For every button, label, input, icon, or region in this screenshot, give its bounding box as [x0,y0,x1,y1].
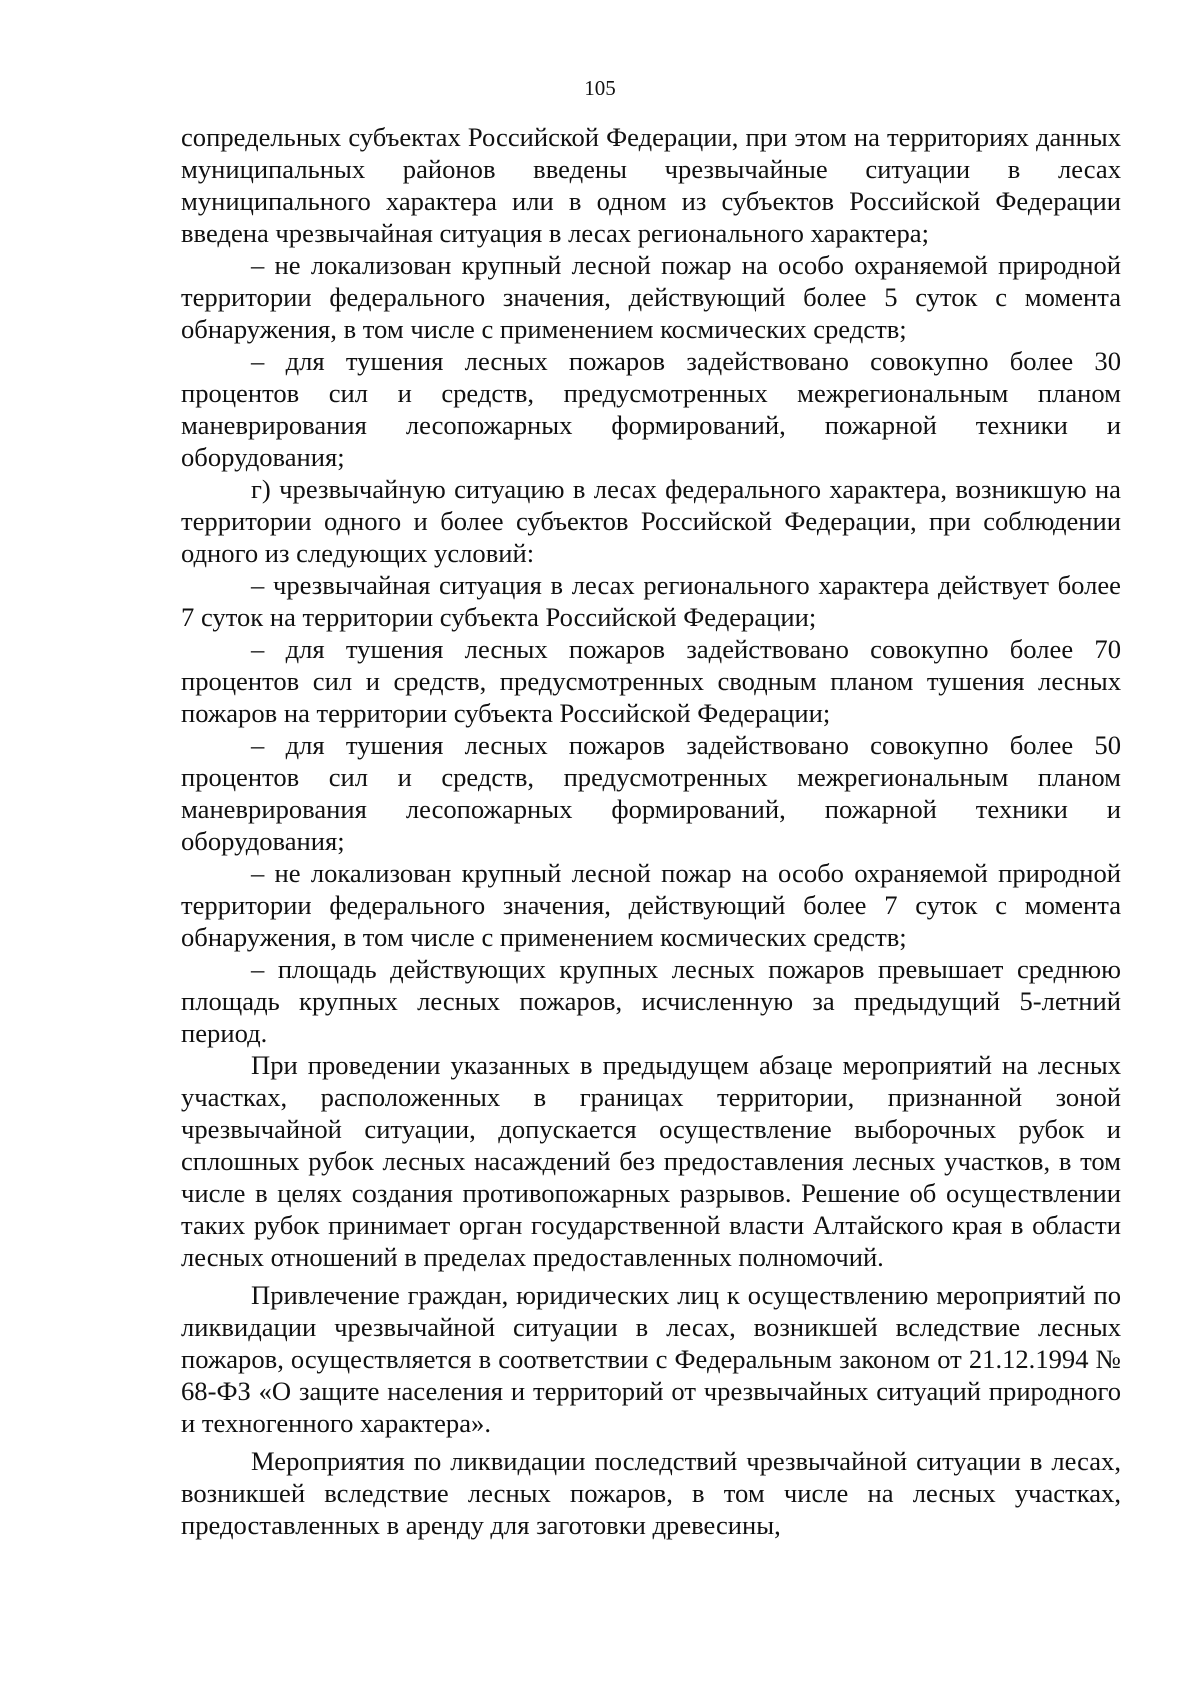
list-item-dash: – не локализован крупный лесной пожар на особо охраняемой природной территории федерального значения, действующий более 5 суток с момента обнаружения, в том числе с применением космических средств; [181,250,1121,344]
list-item-dash: – для тушения лесных пожаров задействовано совокупно более 30 процентов сил и средств, предусмотренных межрегиональным планом маневрирования лесопожарных формирований, пожарной техники и оборудования; [181,346,1121,472]
paragraph-continuation: сопредельных субъектах Российской Федерации, при этом на территориях данных муниципальных районов введены чрезвычайные ситуации в лесах муниципального характера или в одном из субъектов Российской Федерации введена чрезвычайная ситуация в лесах регионального характера; [181,122,1121,248]
paragraph: Привлечение граждан, юридических лиц к осуществлению мероприятий по ликвидации чрезвычайной ситуации в лесах, возникшей вследствие лесных пожаров, осуществляется в соответствии с Федеральным законом от 21.12.1994 № 68-ФЗ «О защите населения и территорий от чрезвычайных ситуаций природного и техногенного характера». [181,1280,1121,1438]
page-number: 105 [584,76,616,100]
paragraph: При проведении указанных в предыдущем абзаце мероприятий на лесных участках, расположенных в границах территории, признанной зоной чрезвычайной ситуации, допускается осуществление выборочных рубок и сплошных рубок лесных насаждений без предоставления лесных участков, в том числе в целях создания противопожарных разрывов. Решение об осуществлении таких рубок принимает орган государственной власти Алтайского края в области лесных отношений в пределах предоставленных полномочий. [181,1050,1121,1272]
paragraph: Мероприятия по ликвидации последствий чрезвычайной ситуации в лесах, возникшей вследствие лесных пожаров, в том числе на лесных участках, предоставленных в аренду для заготовки древесины, [181,1446,1121,1540]
list-item-dash: – не локализован крупный лесной пожар на особо охраняемой природной территории федерального значения, действующий более 7 суток с момента обнаружения, в том числе с применением космических средств; [181,858,1121,952]
list-item-dash: – для тушения лесных пожаров задействовано совокупно более 70 процентов сил и средств, предусмотренных сводным планом тушения лесных пожаров на территории субъекта Российской Федерации; [181,634,1121,728]
list-item-dash: – площадь действующих крупных лесных пожаров превышает среднюю площадь крупных лесных пожаров, исчисленную за предыдущий 5-летний период. [181,954,1121,1048]
list-item-dash: – чрезвычайная ситуация в лесах регионального характера действует более 7 суток на территории субъекта Российской Федерации; [181,570,1121,632]
list-item-dash: – для тушения лесных пожаров задействовано совокупно более 50 процентов сил и средств, предусмотренных межрегиональным планом маневрирования лесопожарных формирований, пожарной техники и оборудования; [181,730,1121,856]
document-body [181,121,1121,1541]
list-item-letter-g: г) чрезвычайную ситуацию в лесах федерального характера, возникшую на территории одного и более субъектов Российской Федерации, при соблюдении одного из следующих условий: [181,474,1121,568]
